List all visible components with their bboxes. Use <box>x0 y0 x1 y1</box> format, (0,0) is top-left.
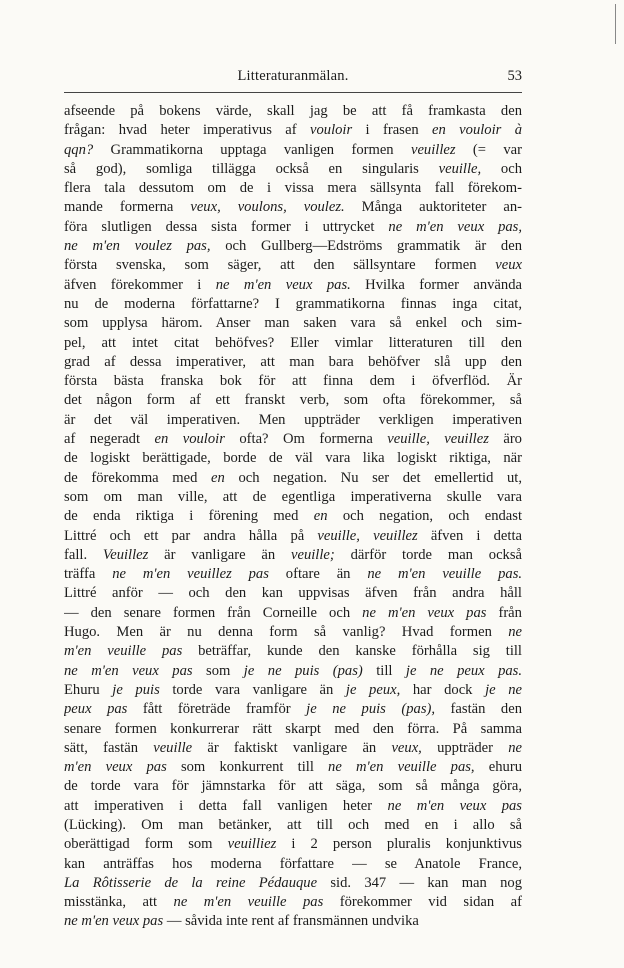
text-run: äfven förekommer i <box>64 276 216 293</box>
italic-text: ne m'en veuillez pas <box>112 566 269 583</box>
text-line <box>64 160 522 179</box>
text-run: misstänka, att <box>64 894 174 911</box>
text-run: som upplysa härom. Anser man saken vara så enkel och sim- <box>64 315 522 332</box>
header-rule <box>64 92 522 93</box>
italic-text: veuillez <box>410 141 456 158</box>
text-run: ofta? Om formerna <box>224 431 388 448</box>
italic-text: m'en veux pas <box>64 759 167 776</box>
italic-text: veuille; <box>291 546 335 563</box>
text-run: Littré och ett par andra hålla på <box>64 527 318 544</box>
text-run: i 2 person pluralis konjunktivus <box>276 836 522 853</box>
text-line <box>64 276 522 295</box>
italic-text: qqn? <box>64 141 94 158</box>
text-line <box>64 642 522 661</box>
text-run: Littré anför — och den kan uppvisas äfven från andra håll <box>64 585 522 602</box>
text-line <box>64 546 522 565</box>
text-line <box>64 256 522 275</box>
italic-text: ne m'en voulez pas, <box>64 238 211 255</box>
italic-text: veux, <box>391 739 422 756</box>
text-line <box>64 507 522 526</box>
text-line <box>64 681 522 700</box>
page-edge-mark <box>615 4 616 44</box>
text-run: så god), somliga tillägga också en singularis <box>64 160 439 177</box>
italic-text: ne m'en veux pas <box>387 797 522 814</box>
text-line <box>64 797 522 816</box>
text-line <box>64 141 522 160</box>
text-line <box>64 662 522 681</box>
text-run: kan anträffas hos moderna författare — se Anatole France, <box>64 855 522 872</box>
italic-text: La Rôtisserie de la reine Pédauque <box>64 874 318 891</box>
text-run: och <box>481 160 522 177</box>
text-run: första svenska, som säger, att den sällsyntare formen <box>64 257 496 274</box>
text-line <box>64 430 522 449</box>
text-run: och negation, och endast <box>327 508 522 525</box>
text-run: som konkurrent till <box>166 759 329 776</box>
text-run: och negation. Nu ser det emellertid ut, <box>224 469 522 486</box>
italic-text: en vouloir <box>154 431 225 448</box>
italic-text: en <box>313 508 328 525</box>
text-run: har dock <box>400 681 486 698</box>
text-run: mande formerna <box>64 199 191 216</box>
text-line <box>64 391 522 410</box>
text-line <box>64 855 522 874</box>
text-line <box>64 912 522 931</box>
text-line <box>64 218 522 237</box>
text-run: oberättigad form som <box>64 836 228 853</box>
italic-text: je peux, <box>345 681 401 698</box>
italic-text: je ne puis (pas), <box>306 701 436 718</box>
italic-text: veuilliez <box>227 836 277 853</box>
italic-text: veuille, <box>438 160 482 177</box>
text-line <box>64 700 522 719</box>
body-text <box>64 102 522 932</box>
text-run: Hugo. Men är nu denna form så vanlig? Hvad formen <box>64 624 509 641</box>
italic-text: ne <box>508 624 522 641</box>
italic-text: ne m'en veuille pas <box>173 894 324 911</box>
text-run: de förekomma med <box>64 469 212 486</box>
text-run: till <box>362 662 406 679</box>
text-line <box>64 353 522 372</box>
italic-text: ne <box>508 739 522 756</box>
italic-text: ne m'en veux pas <box>64 913 164 930</box>
italic-text: veuille, veuillez <box>387 431 489 448</box>
italic-text: Veuillez <box>102 546 149 563</box>
text-line <box>64 739 522 758</box>
text-run: är faktiskt vanligare än <box>192 739 392 756</box>
text-run: och Gullberg—Edströms grammatik är den <box>210 238 522 255</box>
text-run: fastän den <box>435 701 522 718</box>
text-run: i frasen <box>352 122 433 139</box>
text-line <box>64 527 522 546</box>
text-run: första bästa franska bok för att finna dem i öfverflöd. Är <box>64 373 522 390</box>
text-run: (= var <box>455 141 522 158</box>
italic-text: ne m'en veux pas. <box>215 276 351 293</box>
text-line <box>64 604 522 623</box>
text-run: träffa <box>64 566 113 583</box>
text-run: föra slutligen dessa sista former i uttrycket <box>64 218 389 235</box>
text-line <box>64 198 522 217</box>
text-run: sid. 347 — kan man nog <box>317 874 522 891</box>
text-run: äro <box>488 431 522 448</box>
text-run: uppträder <box>421 739 509 756</box>
text-run: afseende på bokens värde, skall jag be att få framkasta den <box>64 103 522 119</box>
text-line <box>64 314 522 333</box>
text-line <box>64 623 522 642</box>
text-run: fått företräde framför <box>127 701 307 718</box>
text-run: grad af dessa imperativer, att man bara behöfver slå upp den <box>64 353 522 370</box>
text-run: pel, att intet citat behöfves? Eller vimlar litteraturen till den <box>64 334 522 351</box>
running-header <box>64 68 522 88</box>
text-run: — den senare formen från Corneille och <box>64 604 363 621</box>
italic-text: je puis <box>112 681 160 698</box>
italic-text: ne m'en veuille pas, <box>328 759 475 776</box>
text-run: frågan: hvad heter imperativus af <box>64 122 310 139</box>
italic-text: en vouloir à <box>432 122 522 139</box>
italic-text: veuille <box>153 739 193 756</box>
text-line <box>64 584 522 603</box>
text-run: Hvilka former använda <box>350 276 522 293</box>
italic-text: ne m'en veuille pas. <box>367 566 522 583</box>
text-line <box>64 758 522 777</box>
text-run: nu de moderna författarne? I grammatikorna finnas inga citat, <box>64 295 522 312</box>
text-line <box>64 102 522 121</box>
text-run: förekommer vid sidan af <box>323 894 522 911</box>
text-line <box>64 237 522 256</box>
text-run: Ehuru <box>64 681 113 698</box>
text-run: därför torde man också <box>334 546 522 563</box>
italic-text: ne m'en veux pas <box>64 662 193 679</box>
text-run: senare formen konkurrerar rätt skarpt med den förra. På samma <box>64 720 522 737</box>
italic-text: veuille, veuillez <box>317 527 418 544</box>
text-run: de torde vara för jämnstarka för att säga, som så många göra, <box>64 778 522 795</box>
text-line <box>64 893 522 912</box>
italic-text: ne m'en veux pas <box>362 604 487 621</box>
text-run: (Lücking). Om man betänker, att till och med en i allo så <box>64 816 522 833</box>
text-run: Grammatikorna upptaga vanligen formen <box>93 141 411 158</box>
page-number: 53 <box>507 68 522 84</box>
italic-text: ne m'en veux pas, <box>388 218 522 235</box>
text-run: af negeradt <box>64 431 155 448</box>
text-line <box>64 179 522 198</box>
italic-text: m'en veuille pas <box>64 643 183 660</box>
text-line <box>64 372 522 391</box>
text-run: som <box>192 662 244 679</box>
text-run: de logiskt berättigade, borde de väl vara lika logiskt riktiga, när <box>64 450 522 467</box>
text-run: flera tala dessutom om de i vissa mera sällsynta fall förekom- <box>64 180 522 197</box>
italic-text: vouloir <box>310 122 353 139</box>
italic-text: veux <box>495 257 522 274</box>
text-line <box>64 488 522 507</box>
text-run: fall. <box>64 546 103 563</box>
text-run: Många auktoriteter an- <box>344 199 522 216</box>
italic-text: peux pas <box>64 701 128 718</box>
text-run: torde vara vanligare än <box>159 681 346 698</box>
text-line <box>64 777 522 796</box>
text-run: ehuru <box>474 759 522 776</box>
text-line <box>64 874 522 893</box>
text-run: som om man ville, att de egentliga imperativerna skulle vara <box>64 488 522 505</box>
text-run: de enda riktiga i förening med <box>64 508 314 525</box>
text-line <box>64 816 522 835</box>
text-line <box>64 469 522 488</box>
text-run: att imperativen i detta fall vanligen heter <box>64 797 388 814</box>
text-run: äfven i detta <box>417 527 522 544</box>
italic-text: en <box>211 469 225 486</box>
text-run: är det väl imperativen. Men uppträder verkligen imperativen <box>64 411 522 428</box>
italic-text: je ne peux pas. <box>405 662 522 679</box>
text-run: sätt, fastän <box>64 739 154 756</box>
italic-text: veux, voulons, voulez. <box>190 199 345 216</box>
text-line <box>64 334 522 353</box>
text-line <box>64 835 522 854</box>
text-line <box>64 411 522 430</box>
italic-text: je ne <box>485 681 522 698</box>
text-line <box>64 720 522 739</box>
italic-text: je ne puis (pas) <box>243 662 363 679</box>
text-run: beträffar, kunde den kanske förhålla sig till <box>182 643 522 660</box>
text-line <box>64 449 522 468</box>
text-run: oftare än <box>268 566 368 583</box>
text-run: är vanligare än <box>148 546 291 563</box>
text-line <box>64 295 522 314</box>
text-run: det någon form af ett franskt verb, som ofta förekommer, så <box>64 392 522 409</box>
text-run: — såvida inte rent af fransmännen undvika <box>163 913 419 930</box>
running-title: Litteraturanmälan. <box>237 68 349 84</box>
text-run: från <box>486 604 522 621</box>
text-line <box>64 121 522 140</box>
text-line <box>64 565 522 584</box>
